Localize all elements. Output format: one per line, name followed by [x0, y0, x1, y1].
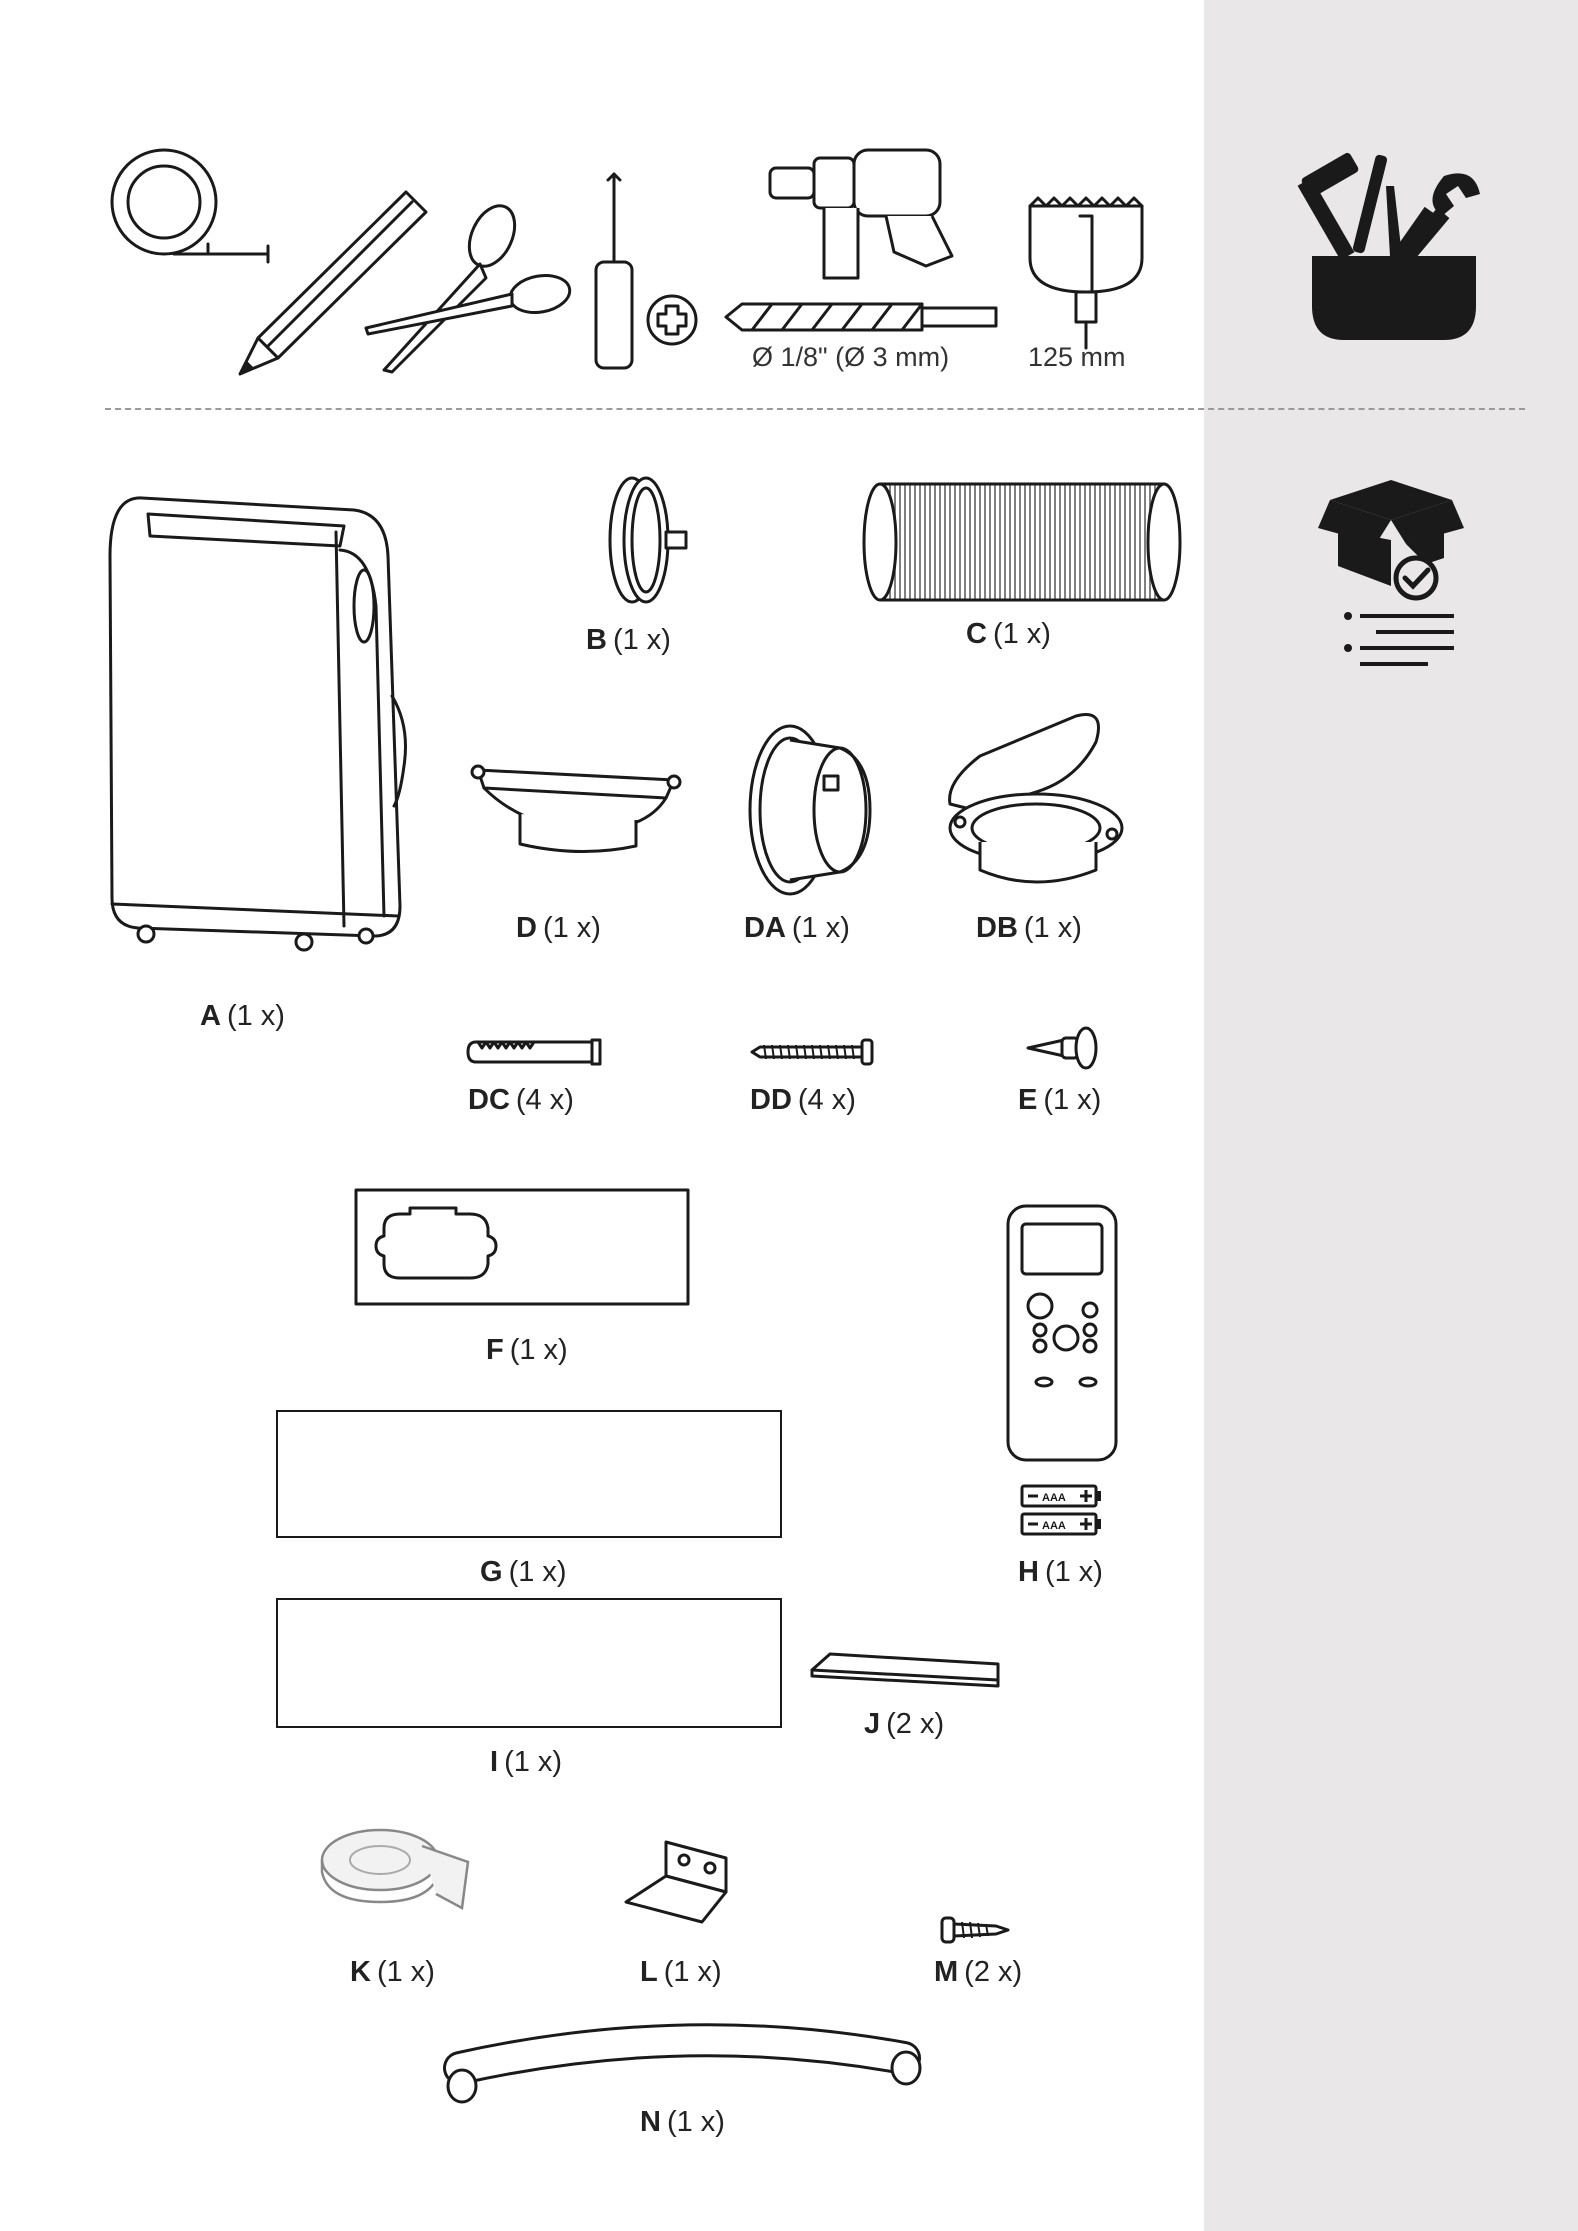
part-label-i: I (1 x): [490, 1746, 563, 1778]
part-f-panel-with-opening: [354, 1188, 690, 1306]
part-label-e: E (1 x): [1018, 1084, 1102, 1116]
part-label-k: K (1 x): [350, 1956, 435, 1988]
part-label-da: DA (1 x): [744, 912, 850, 944]
part-h-remote-control: [1004, 1202, 1120, 1464]
part-db-flap-valve: [936, 712, 1132, 898]
part-dd-screw: [750, 1038, 876, 1066]
part-label-b: B (1 x): [586, 624, 671, 656]
drill-bit-icon: [722, 298, 1002, 336]
part-d-window-adapter: [470, 758, 682, 862]
hole-saw-caption: 125 mm: [1028, 342, 1126, 372]
scissors-icon: [362, 198, 572, 378]
part-dc-wall-plug: [464, 1038, 602, 1066]
part-g-window-panel: [276, 1410, 782, 1538]
part-label-g: G (1 x): [480, 1556, 567, 1588]
part-label-dc: DC (4 x): [468, 1084, 574, 1116]
aaa-batteries-icon: [1020, 1482, 1104, 1538]
section-divider: [105, 408, 1525, 410]
part-label-l: L (1 x): [640, 1956, 722, 1988]
toolbox-icon: [1294, 146, 1494, 346]
battery-label-2: AAA: [1042, 1520, 1066, 1532]
part-label-n: N (1 x): [640, 2106, 725, 2138]
part-label-f: F (1 x): [486, 1334, 568, 1366]
part-j-foam-strip: [810, 1650, 1002, 1694]
part-b-connector: [602, 474, 696, 608]
part-e-drain-plug: [1024, 1024, 1104, 1070]
drill-bit-caption: Ø 1/8" (Ø 3 mm): [752, 342, 950, 372]
part-label-dd: DD (4 x): [750, 1084, 856, 1116]
part-label-d: D (1 x): [516, 912, 601, 944]
part-label-m: M (2 x): [934, 1956, 1023, 1988]
part-label-c: C (1 x): [966, 618, 1051, 650]
part-label-db: DB (1 x): [976, 912, 1082, 944]
part-label-a: A (1 x): [200, 1000, 285, 1032]
drill-icon: [766, 144, 966, 284]
hole-saw-icon: [1026, 196, 1146, 356]
part-c-exhaust-hose: [858, 480, 1186, 604]
part-label-j: J (2 x): [864, 1708, 945, 1740]
air-conditioner-unit: [108, 496, 418, 952]
part-k-foam-tape-roll: [318, 1822, 478, 1914]
battery-label-1: AAA: [1042, 1492, 1066, 1504]
part-l-bracket: [622, 1840, 734, 1924]
part-i-window-panel: [276, 1598, 782, 1728]
package-checklist-icon: [1316, 478, 1466, 678]
sidebar-panel: [1204, 0, 1578, 2231]
part-da-ring-connector: [740, 720, 880, 900]
part-n-drain-hose: [444, 2024, 924, 2104]
part-m-screw: [940, 1916, 1010, 1944]
screwdriver-icon: [588, 172, 708, 372]
part-label-h: H (1 x): [1018, 1556, 1103, 1588]
